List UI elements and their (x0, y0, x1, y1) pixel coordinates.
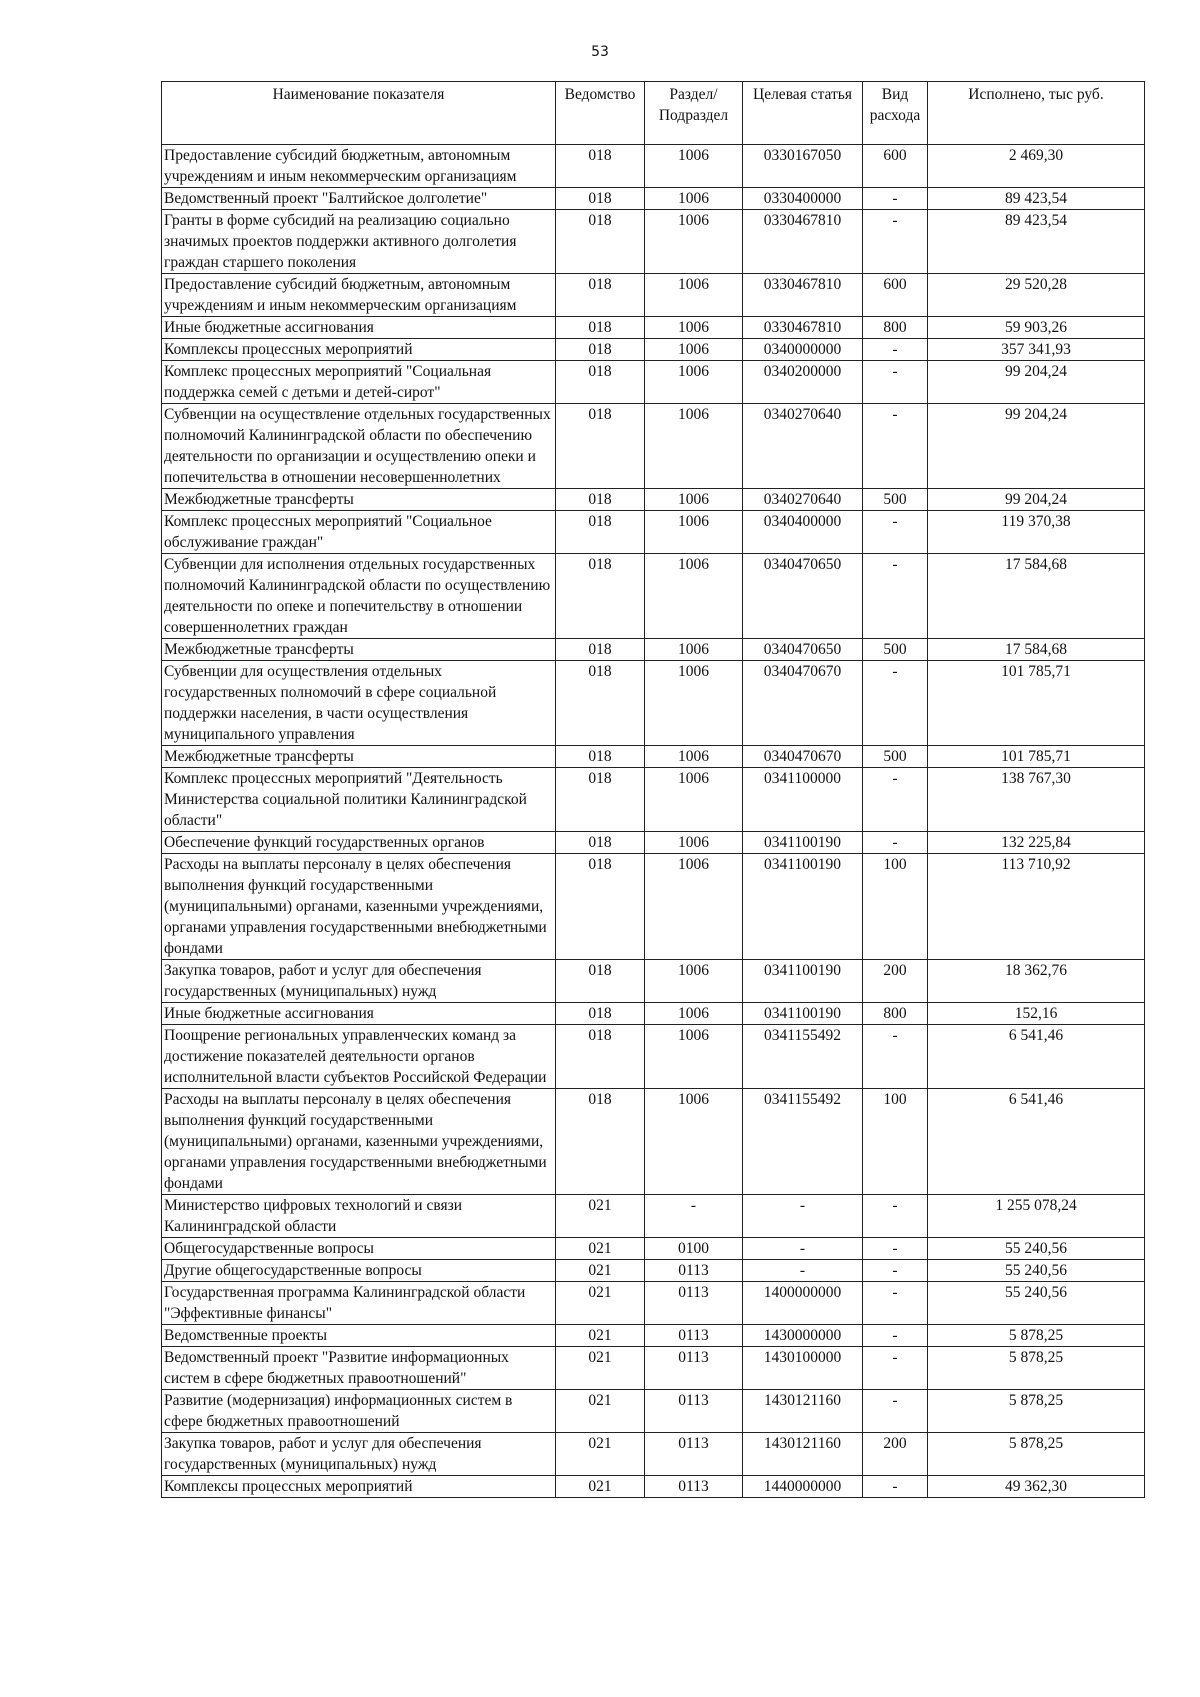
cell-section: 1006 (645, 145, 743, 188)
cell-expense-kind: - (863, 339, 928, 361)
cell-indicator-name: Обеспечение функций государственных органов (162, 832, 556, 854)
cell-section: 1006 (645, 832, 743, 854)
cell-expense-kind: - (863, 832, 928, 854)
cell-executed-amount: 99 204,24 (928, 404, 1145, 489)
cell-target-article: 0330467810 (743, 210, 863, 274)
table-row (162, 661, 1145, 746)
cell-expense-kind: 500 (863, 489, 928, 511)
cell-indicator-name: Межбюджетные трансферты (162, 639, 556, 661)
cell-target-article: 0341100190 (743, 960, 863, 1003)
table-row (162, 960, 1145, 1003)
cell-section: 1006 (645, 210, 743, 274)
cell-department: 018 (556, 768, 645, 832)
cell-indicator-name: Субвенции для осуществления отдельных государственных полномочий в сфере социальной поддержки населения, в части осуществления муниципального управления (162, 661, 556, 746)
cell-section: 1006 (645, 746, 743, 768)
cell-executed-amount: 5 878,25 (928, 1433, 1145, 1476)
cell-indicator-name: Гранты в форме субсидий на реализацию социально значимых проектов поддержки активного долголетия граждан старшего поколения (162, 210, 556, 274)
cell-department: 018 (556, 145, 645, 188)
cell-expense-kind: 800 (863, 317, 928, 339)
cell-section: 0113 (645, 1390, 743, 1433)
cell-section: - (645, 1195, 743, 1238)
cell-indicator-name: Развитие (модернизация) информационных систем в сфере бюджетных правоотношений (162, 1390, 556, 1433)
cell-expense-kind: - (863, 188, 928, 210)
cell-indicator-name: Комплекс процессных мероприятий "Социальное обслуживание граждан" (162, 511, 556, 554)
cell-target-article: 0340470670 (743, 746, 863, 768)
cell-department: 021 (556, 1238, 645, 1260)
table-row (162, 1433, 1145, 1476)
cell-expense-kind: - (863, 1476, 928, 1498)
cell-expense-kind: - (863, 361, 928, 404)
cell-department: 018 (556, 489, 645, 511)
cell-indicator-name: Ведомственный проект "Развитие информационных систем в сфере бюджетных правоотношений" (162, 1347, 556, 1390)
cell-target-article: - (743, 1195, 863, 1238)
cell-executed-amount: 6 541,46 (928, 1025, 1145, 1089)
table-row (162, 361, 1145, 404)
cell-target-article: 0340470650 (743, 554, 863, 639)
cell-expense-kind: 500 (863, 746, 928, 768)
cell-executed-amount: 55 240,56 (928, 1282, 1145, 1325)
table-row (162, 511, 1145, 554)
cell-section: 1006 (645, 854, 743, 960)
cell-indicator-name: Закупка товаров, работ и услуг для обеспечения государственных (муниципальных) нужд (162, 1433, 556, 1476)
table-row (162, 746, 1145, 768)
cell-department: 021 (556, 1390, 645, 1433)
cell-target-article: 0330400000 (743, 188, 863, 210)
cell-target-article: 0341100190 (743, 854, 863, 960)
cell-executed-amount: 89 423,54 (928, 188, 1145, 210)
header-expense-kind: Вид расхода (863, 82, 928, 145)
cell-expense-kind: 100 (863, 854, 928, 960)
cell-executed-amount: 29 520,28 (928, 274, 1145, 317)
cell-executed-amount: 1 255 078,24 (928, 1195, 1145, 1238)
cell-executed-amount: 119 370,38 (928, 511, 1145, 554)
table-header-row (162, 82, 1145, 145)
table-row (162, 554, 1145, 639)
cell-department: 018 (556, 639, 645, 661)
cell-target-article: 0340470650 (743, 639, 863, 661)
cell-target-article: 0341155492 (743, 1089, 863, 1195)
header-executed-amount: Исполнено, тыс руб. (928, 82, 1145, 145)
table-row (162, 1238, 1145, 1260)
cell-indicator-name: Субвенции для исполнения отдельных государственных полномочий Калининградской области по осуществлению деятельности по опеке и попечительству в отношении совершеннолетних граждан (162, 554, 556, 639)
cell-indicator-name: Комплекс процессных мероприятий "Деятельность Министерства социальной политики Калининградской области" (162, 768, 556, 832)
cell-section: 0113 (645, 1347, 743, 1390)
cell-section: 1006 (645, 489, 743, 511)
cell-target-article: 1430121160 (743, 1390, 863, 1433)
table-row (162, 1347, 1145, 1390)
cell-target-article: 0330467810 (743, 317, 863, 339)
header-department: Ведомство (556, 82, 645, 145)
table-row (162, 1089, 1145, 1195)
cell-expense-kind: - (863, 404, 928, 489)
table-row (162, 339, 1145, 361)
table-row (162, 1195, 1145, 1238)
cell-executed-amount: 101 785,71 (928, 661, 1145, 746)
cell-executed-amount: 17 584,68 (928, 554, 1145, 639)
table-row (162, 854, 1145, 960)
cell-section: 0113 (645, 1282, 743, 1325)
cell-target-article: 0340470670 (743, 661, 863, 746)
cell-target-article: 0341100190 (743, 1003, 863, 1025)
cell-executed-amount: 99 204,24 (928, 361, 1145, 404)
cell-executed-amount: 101 785,71 (928, 746, 1145, 768)
cell-indicator-name: Комплекс процессных мероприятий "Социальная поддержка семей с детьми и детей-сирот" (162, 361, 556, 404)
cell-section: 1006 (645, 1003, 743, 1025)
cell-expense-kind: - (863, 511, 928, 554)
cell-department: 021 (556, 1260, 645, 1282)
cell-section: 1006 (645, 511, 743, 554)
cell-indicator-name: Расходы на выплаты персоналу в целях обеспечения выполнения функций государственными (муниципальными) органами, казенными учреждениями, органами управления государственными внебюджетными фондами (162, 854, 556, 960)
cell-indicator-name: Межбюджетные трансферты (162, 489, 556, 511)
header-indicator-name: Наименование показателя (162, 82, 556, 145)
cell-department: 021 (556, 1325, 645, 1347)
cell-executed-amount: 59 903,26 (928, 317, 1145, 339)
cell-department: 018 (556, 746, 645, 768)
table-row (162, 768, 1145, 832)
cell-expense-kind: - (863, 1025, 928, 1089)
cell-target-article: 1430000000 (743, 1325, 863, 1347)
cell-target-article: 0330167050 (743, 145, 863, 188)
cell-section: 1006 (645, 639, 743, 661)
cell-department: 018 (556, 404, 645, 489)
cell-target-article: 0341100190 (743, 832, 863, 854)
cell-executed-amount: 5 878,25 (928, 1390, 1145, 1433)
cell-section: 0113 (645, 1325, 743, 1347)
cell-executed-amount: 18 362,76 (928, 960, 1145, 1003)
cell-section: 0100 (645, 1238, 743, 1260)
cell-expense-kind: 600 (863, 274, 928, 317)
cell-target-article: 0340400000 (743, 511, 863, 554)
table-row (162, 317, 1145, 339)
cell-indicator-name: Расходы на выплаты персоналу в целях обеспечения выполнения функций государственными (муниципальными) органами, казенными учреждениями, органами управления государственными внебюджетными фондами (162, 1089, 556, 1195)
cell-target-article: - (743, 1260, 863, 1282)
cell-expense-kind: - (863, 1390, 928, 1433)
cell-indicator-name: Поощрение региональных управленческих команд за достижение показателей деятельности органов исполнительной власти субъектов Российской Федерации (162, 1025, 556, 1089)
cell-expense-kind: - (863, 661, 928, 746)
cell-department: 018 (556, 832, 645, 854)
cell-indicator-name: Комплексы процессных мероприятий (162, 339, 556, 361)
cell-target-article: 1440000000 (743, 1476, 863, 1498)
cell-indicator-name: Государственная программа Калининградской области "Эффективные финансы" (162, 1282, 556, 1325)
cell-department: 018 (556, 1003, 645, 1025)
cell-executed-amount: 132 225,84 (928, 832, 1145, 854)
cell-department: 018 (556, 210, 645, 274)
table-row (162, 145, 1145, 188)
cell-department: 018 (556, 854, 645, 960)
table-row (162, 1325, 1145, 1347)
cell-section: 1006 (645, 1089, 743, 1195)
budget-table (161, 81, 1145, 1498)
cell-target-article: 0341155492 (743, 1025, 863, 1089)
cell-expense-kind: 100 (863, 1089, 928, 1195)
cell-indicator-name: Закупка товаров, работ и услуг для обеспечения государственных (муниципальных) нужд (162, 960, 556, 1003)
cell-indicator-name: Ведомственные проекты (162, 1325, 556, 1347)
cell-section: 1006 (645, 188, 743, 210)
cell-expense-kind: - (863, 210, 928, 274)
cell-department: 021 (556, 1195, 645, 1238)
cell-target-article: 0340000000 (743, 339, 863, 361)
cell-indicator-name: Иные бюджетные ассигнования (162, 1003, 556, 1025)
table-row (162, 489, 1145, 511)
cell-department: 018 (556, 317, 645, 339)
table-row (162, 274, 1145, 317)
cell-expense-kind: - (863, 1325, 928, 1347)
cell-target-article: 0341100000 (743, 768, 863, 832)
cell-indicator-name: Комплексы процессных мероприятий (162, 1476, 556, 1498)
cell-executed-amount: 138 767,30 (928, 768, 1145, 832)
cell-executed-amount: 152,16 (928, 1003, 1145, 1025)
cell-executed-amount: 357 341,93 (928, 339, 1145, 361)
cell-executed-amount: 55 240,56 (928, 1260, 1145, 1282)
cell-section: 1006 (645, 317, 743, 339)
cell-indicator-name: Межбюджетные трансферты (162, 746, 556, 768)
cell-executed-amount: 99 204,24 (928, 489, 1145, 511)
table-row (162, 832, 1145, 854)
cell-expense-kind: 500 (863, 639, 928, 661)
cell-department: 021 (556, 1433, 645, 1476)
cell-expense-kind: - (863, 1260, 928, 1282)
cell-expense-kind: - (863, 1238, 928, 1260)
cell-department: 021 (556, 1347, 645, 1390)
cell-department: 021 (556, 1282, 645, 1325)
cell-target-article: 0340270640 (743, 489, 863, 511)
cell-department: 018 (556, 274, 645, 317)
cell-department: 018 (556, 188, 645, 210)
cell-expense-kind: 200 (863, 960, 928, 1003)
table-row (162, 1025, 1145, 1089)
header-target-article: Целевая статья (743, 82, 863, 145)
cell-section: 1006 (645, 339, 743, 361)
cell-expense-kind: - (863, 1282, 928, 1325)
cell-expense-kind: - (863, 1195, 928, 1238)
cell-indicator-name: Общегосударственные вопросы (162, 1238, 556, 1260)
cell-executed-amount: 5 878,25 (928, 1347, 1145, 1390)
cell-department: 018 (556, 511, 645, 554)
cell-section: 1006 (645, 361, 743, 404)
cell-indicator-name: Министерство цифровых технологий и связи Калининградской области (162, 1195, 556, 1238)
table-row (162, 1260, 1145, 1282)
cell-section: 1006 (645, 554, 743, 639)
cell-target-article: 0340270640 (743, 404, 863, 489)
cell-target-article: - (743, 1238, 863, 1260)
cell-expense-kind: 600 (863, 145, 928, 188)
cell-section: 0113 (645, 1476, 743, 1498)
cell-department: 018 (556, 339, 645, 361)
table-row (162, 1390, 1145, 1433)
cell-department: 018 (556, 554, 645, 639)
cell-indicator-name: Предоставление субсидий бюджетным, автономным учреждениям и иным некоммерческим организациям (162, 274, 556, 317)
cell-target-article: 1430121160 (743, 1433, 863, 1476)
cell-indicator-name: Иные бюджетные ассигнования (162, 317, 556, 339)
cell-expense-kind: - (863, 1347, 928, 1390)
cell-executed-amount: 113 710,92 (928, 854, 1145, 960)
cell-section: 1006 (645, 1025, 743, 1089)
table-row (162, 1282, 1145, 1325)
table-row (162, 1003, 1145, 1025)
cell-executed-amount: 6 541,46 (928, 1089, 1145, 1195)
page-number: 53 (591, 44, 609, 60)
cell-section: 1006 (645, 404, 743, 489)
cell-department: 018 (556, 361, 645, 404)
cell-expense-kind: - (863, 768, 928, 832)
cell-department: 018 (556, 1025, 645, 1089)
cell-indicator-name: Ведомственный проект "Балтийское долголетие" (162, 188, 556, 210)
table-row (162, 1476, 1145, 1498)
cell-target-article: 1430100000 (743, 1347, 863, 1390)
cell-indicator-name: Субвенции на осуществление отдельных государственных полномочий Калининградской области по обеспечению деятельности по организации и осуществлению опеки и попечительства в отношении несовершеннолетних (162, 404, 556, 489)
cell-indicator-name: Другие общегосударственные вопросы (162, 1260, 556, 1282)
cell-executed-amount: 55 240,56 (928, 1238, 1145, 1260)
cell-section: 1006 (645, 960, 743, 1003)
cell-section: 1006 (645, 661, 743, 746)
table-row (162, 639, 1145, 661)
cell-expense-kind: 200 (863, 1433, 928, 1476)
cell-section: 0113 (645, 1433, 743, 1476)
cell-executed-amount: 2 469,30 (928, 145, 1145, 188)
table-row (162, 210, 1145, 274)
table-row (162, 404, 1145, 489)
cell-indicator-name: Предоставление субсидий бюджетным, автономным учреждениям и иным некоммерческим организациям (162, 145, 556, 188)
cell-department: 018 (556, 960, 645, 1003)
cell-executed-amount: 5 878,25 (928, 1325, 1145, 1347)
cell-department: 018 (556, 661, 645, 746)
table-row (162, 188, 1145, 210)
cell-executed-amount: 49 362,30 (928, 1476, 1145, 1498)
cell-target-article: 1400000000 (743, 1282, 863, 1325)
cell-executed-amount: 17 584,68 (928, 639, 1145, 661)
cell-expense-kind: 800 (863, 1003, 928, 1025)
cell-section: 0113 (645, 1260, 743, 1282)
cell-department: 018 (556, 1089, 645, 1195)
cell-target-article: 0340200000 (743, 361, 863, 404)
header-section: Раздел/ Подраздел (645, 82, 743, 145)
cell-section: 1006 (645, 768, 743, 832)
table-body (162, 145, 1145, 1498)
cell-department: 021 (556, 1476, 645, 1498)
cell-expense-kind: - (863, 554, 928, 639)
cell-executed-amount: 89 423,54 (928, 210, 1145, 274)
cell-target-article: 0330467810 (743, 274, 863, 317)
cell-section: 1006 (645, 274, 743, 317)
